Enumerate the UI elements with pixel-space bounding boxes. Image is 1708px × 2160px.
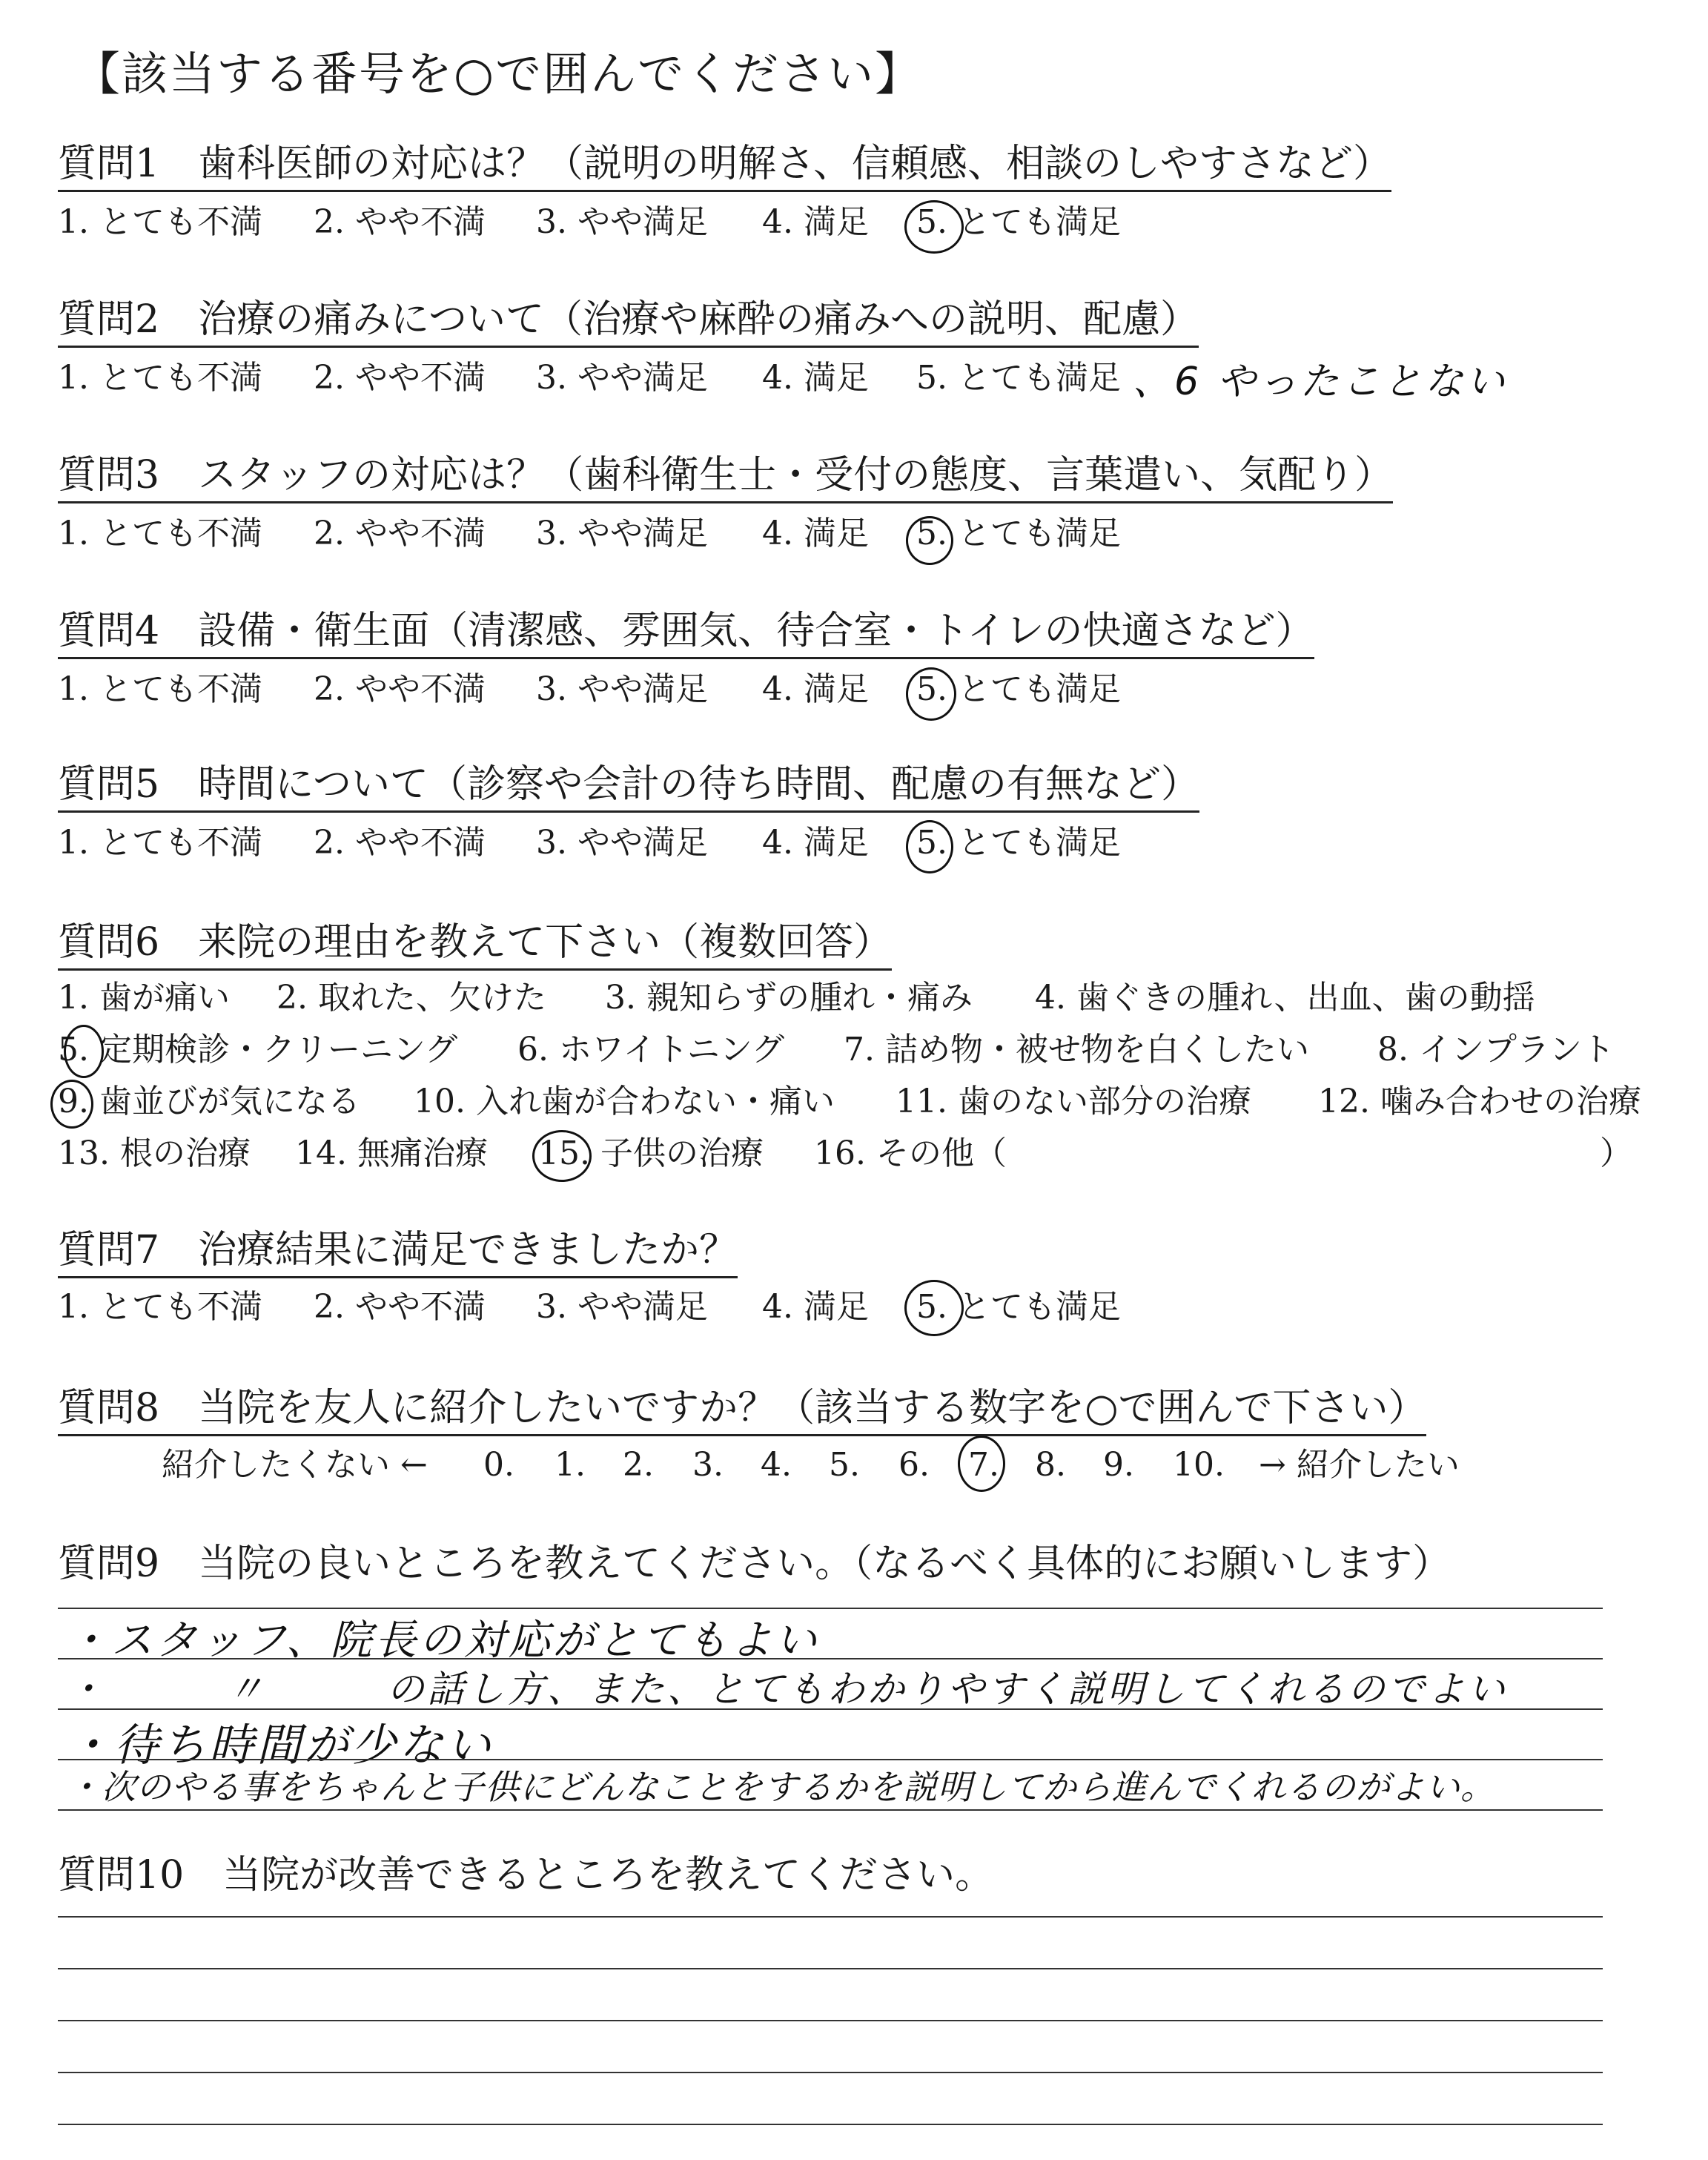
option-2[interactable]: 2. やや不満 xyxy=(314,203,486,241)
answer-circle-q4 xyxy=(906,667,956,721)
option-5[interactable]: 5. とても満足 xyxy=(916,203,1121,241)
q9-answer-4: ・次のやる事をちゃんと子供にどんなことをするかを説明してから進んでくれるのがよい。 xyxy=(67,1767,1495,1807)
option-1[interactable]: 1. とても不満 xyxy=(58,670,262,708)
reason-1[interactable]: 1. 歯が痛い xyxy=(58,979,230,1017)
option-2[interactable]: 2. やや不満 xyxy=(314,670,486,708)
reason-12[interactable]: 12. 噛み合わせの治療 xyxy=(1318,1083,1641,1120)
answer-circle-q6-9 xyxy=(50,1080,93,1129)
q9-answer-3: ・待ち時間が少ない xyxy=(67,1720,494,1771)
option-4[interactable]: 4. 満足 xyxy=(762,1288,869,1326)
nps-3[interactable]: 3. xyxy=(692,1446,724,1484)
option-5[interactable]: 5. とても満足 xyxy=(916,824,1121,862)
question-2-label: 質問2 治療の痛みについて（治療や麻酔の痛みへの説明、配慮） xyxy=(58,297,1199,348)
option-3[interactable]: 3. やや満足 xyxy=(536,1288,708,1326)
option-3[interactable]: 3. やや満足 xyxy=(536,203,708,241)
option-1[interactable]: 1. とても不満 xyxy=(58,203,262,241)
question-9-label: 質問9 当院の良いところを教えてください。（なるべく具体的にお願いします） xyxy=(58,1542,1452,1586)
option-2[interactable]: 2. やや不満 xyxy=(314,515,486,552)
reason-9[interactable]: 9. 歯並びが気になる xyxy=(58,1083,360,1120)
reason-8[interactable]: 8. インプラント xyxy=(1377,1031,1615,1069)
option-1[interactable]: 1. とても不満 xyxy=(58,359,262,397)
nps-8[interactable]: 8. xyxy=(1035,1446,1066,1484)
option-3[interactable]: 3. やや満足 xyxy=(536,670,708,708)
q9-answer-1: ・スタッフ、院長の対応がとてもよい xyxy=(67,1616,820,1665)
reason-7[interactable]: 7. 詰め物・被せ物を白くしたい xyxy=(844,1031,1309,1069)
option-4[interactable]: 4. 満足 xyxy=(762,359,869,397)
reason-13[interactable]: 13. 根の治療 xyxy=(58,1135,251,1172)
question-6-label: 質問6 来院の理由を教えて下さい（複数回答） xyxy=(58,919,892,971)
option-4[interactable]: 4. 満足 xyxy=(762,515,869,552)
answer-circle-q5 xyxy=(906,820,953,873)
answer-line[interactable] xyxy=(58,2072,1603,2073)
nps-0[interactable]: 0. xyxy=(483,1446,514,1484)
question-4-label: 質問4 設備・衛生面（清潔感、雰囲気、待合室・トイレの快適さなど） xyxy=(58,608,1314,659)
nps-7[interactable]: 7. xyxy=(968,1446,999,1484)
option-1[interactable]: 1. とても不満 xyxy=(58,1288,262,1326)
option-5[interactable]: 5. とても満足 xyxy=(916,515,1121,552)
question-3-label: 質問3 スタッフの対応は？（歯科衛生士・受付の態度、言葉遣い、気配り） xyxy=(58,452,1393,503)
question-1-label: 質問1 歯科医師の対応は？（説明の明解さ、信頼感、相談のしやすさなど） xyxy=(58,141,1391,192)
option-3[interactable]: 3. やや満足 xyxy=(536,824,708,862)
nps-10[interactable]: 10. xyxy=(1173,1446,1225,1484)
question-10-label: 質問10 当院が改善できるところを教えてください。 xyxy=(58,1853,994,1898)
answer-line[interactable] xyxy=(58,2124,1603,2125)
answer-circle-q6-15 xyxy=(532,1130,592,1182)
option-4[interactable]: 4. 満足 xyxy=(762,824,869,862)
reason-10[interactable]: 10. 入れ歯が合わない・痛い xyxy=(414,1083,835,1120)
page-title: 【該当する番号を○で囲んでください】 xyxy=(74,47,923,101)
option-2[interactable]: 2. やや不満 xyxy=(314,1288,486,1326)
nps-left-label: 紹介したくない ← xyxy=(162,1446,428,1484)
reason-5[interactable]: 5. 定期検診・クリーニング xyxy=(58,1031,458,1069)
reason-15[interactable]: 15. 子供の治療 xyxy=(538,1135,764,1172)
nps-4[interactable]: 4. xyxy=(761,1446,792,1484)
answer-circle-q6-5 xyxy=(64,1025,104,1078)
answer-circle-q3 xyxy=(906,516,953,565)
option-5[interactable]: 5. とても満足 xyxy=(916,1288,1121,1326)
nps-right-label: → 紹介したい xyxy=(1259,1446,1460,1484)
nps-5[interactable]: 5. xyxy=(829,1446,860,1484)
answer-circle-q8 xyxy=(958,1436,1005,1492)
nps-9[interactable]: 9. xyxy=(1103,1446,1134,1484)
q9-answer-2: ・ 〃 の話し方、また、とてもわかりやすく説明してくれるのでよい xyxy=(67,1668,1508,1711)
reason-16-close: ） xyxy=(1600,1135,1632,1172)
answer-line[interactable] xyxy=(58,2020,1603,2021)
option-5[interactable]: 5. とても満足 xyxy=(916,670,1121,708)
reason-3[interactable]: 3. 親知らずの腫れ・痛み xyxy=(605,979,973,1017)
option-2[interactable]: 2. やや不満 xyxy=(314,824,486,862)
option-3[interactable]: 3. やや満足 xyxy=(536,515,708,552)
answer-circle-q1 xyxy=(904,200,964,254)
option-2[interactable]: 2. やや不満 xyxy=(314,359,486,397)
option-5[interactable]: 5. とても満足 xyxy=(916,359,1121,397)
answer-line[interactable] xyxy=(58,1916,1603,1918)
option-4[interactable]: 4. 満足 xyxy=(762,670,869,708)
nps-2[interactable]: 2. xyxy=(623,1446,654,1484)
option-4[interactable]: 4. 満足 xyxy=(762,203,869,241)
option-1[interactable]: 1. とても不満 xyxy=(58,824,262,862)
question-5-label: 質問5 時間について（診察や会計の待ち時間、配慮の有無など） xyxy=(58,762,1199,813)
reason-6[interactable]: 6. ホワイトニング xyxy=(517,1031,785,1069)
nps-1[interactable]: 1. xyxy=(555,1446,586,1484)
answer-line xyxy=(58,1809,1603,1811)
question-7-label: 質問7 治療結果に満足できましたか？ xyxy=(58,1227,738,1278)
reason-14[interactable]: 14. 無痛治療 xyxy=(295,1135,488,1172)
nps-6[interactable]: 6. xyxy=(898,1446,930,1484)
answer-line[interactable] xyxy=(58,1968,1603,1969)
question-8-label: 質問8 当院を友人に紹介したいですか？（該当する数字を○で囲んで下さい） xyxy=(58,1385,1426,1436)
handwritten-note-q2: 、6 やったことない xyxy=(1133,360,1508,404)
answer-circle-q7 xyxy=(904,1280,964,1336)
reason-11[interactable]: 11. 歯のない部分の治療 xyxy=(896,1083,1251,1120)
reason-2[interactable]: 2. 取れた、欠けた xyxy=(277,979,546,1017)
reason-16[interactable]: 16. その他（ xyxy=(814,1135,1007,1172)
reason-4[interactable]: 4. 歯ぐきの腫れ、出血、歯の動揺 xyxy=(1035,979,1535,1017)
option-3[interactable]: 3. やや満足 xyxy=(536,359,708,397)
option-1[interactable]: 1. とても不満 xyxy=(58,515,262,552)
